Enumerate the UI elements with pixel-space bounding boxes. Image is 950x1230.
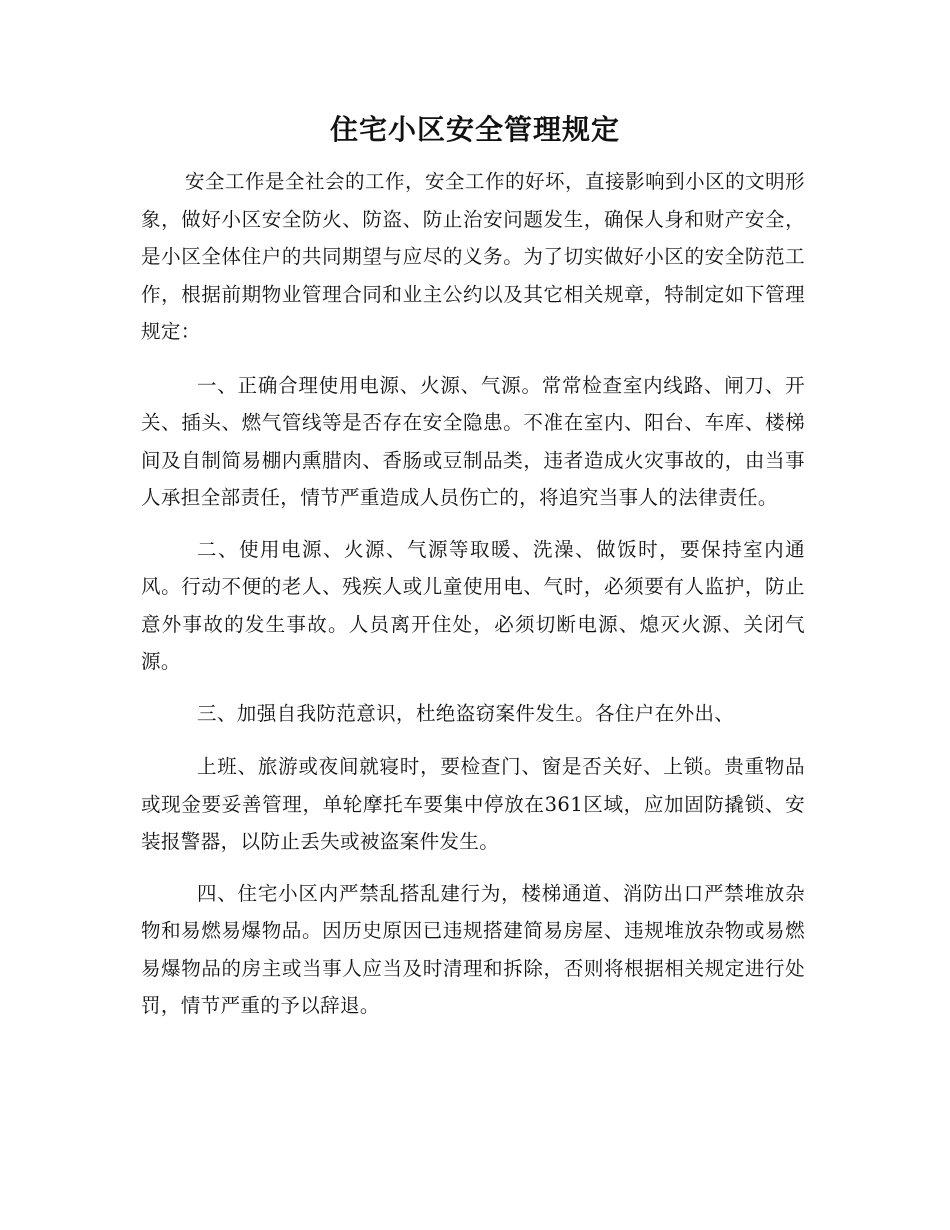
rule-3-paragraph: 三、加强自我防范意识，杜绝盗窃案件发生。各住户在外出、 [197, 701, 735, 725]
rule-2-paragraph: 二、使用电源、火源、气源等取暖、洗澡、做饭时，要保持室内通风。行动不便的老人、残疾人或儿童使用电、气时，必须要有人监护，防止意外事故的发生事故。人员离开住处，必须切断电源、熄灭火源、关闭气源。 [141, 537, 805, 673]
document-title: 住宅小区安全管理规定 [329, 113, 620, 146]
rule-1-paragraph: 一、正确合理使用电源、火源、气源。常常检查室内线路、闸刀、开关、插头、燃气管线等是否存在安全隐患。不准在室内、阳台、车库、楼梯间及自制简易棚内熏腊肉、香肠或豆制品类，违者造成火灾事故的，由当事人承担全部责任，情节严重造成人员伤亡的，将追究当事人的法律责任。 [141, 373, 805, 509]
rule-4-paragraph: 四、住宅小区内严禁乱搭乱建行为，楼梯通道、消防出口严禁堆放杂物和易燃易爆物品。因历史原因已违规搭建简易房屋、违规堆放杂物或易燃易爆物品的房主或当事人应当及时清理和拆除，否则将根据相关规定进行处罚，情节严重的予以辞退。 [141, 881, 805, 1017]
rule-3-continuation-paragraph: 上班、旅游或夜间就寝时，要检查门、窗是否关好、上锁。贵重物品或现金要妥善管理，单轮摩托车要集中停放在361区域，应加固防撬锁、安装报警器，以防止丢失或被盗案件发生。 [141, 755, 805, 853]
document-body [141, 163, 805, 1039]
intro-paragraph: 安全工作是全社会的工作，安全工作的好坏，直接影响到小区的文明形象，做好小区安全防火、防盗、防止治安问题发生，确保人身和财产安全，是小区全体住户的共同期望与应尽的义务。为了切实做好小区的安全防范工作，根据前期物业管理合同和业主公约以及其它相关规章，特制定如下管理规定： [141, 170, 805, 343]
